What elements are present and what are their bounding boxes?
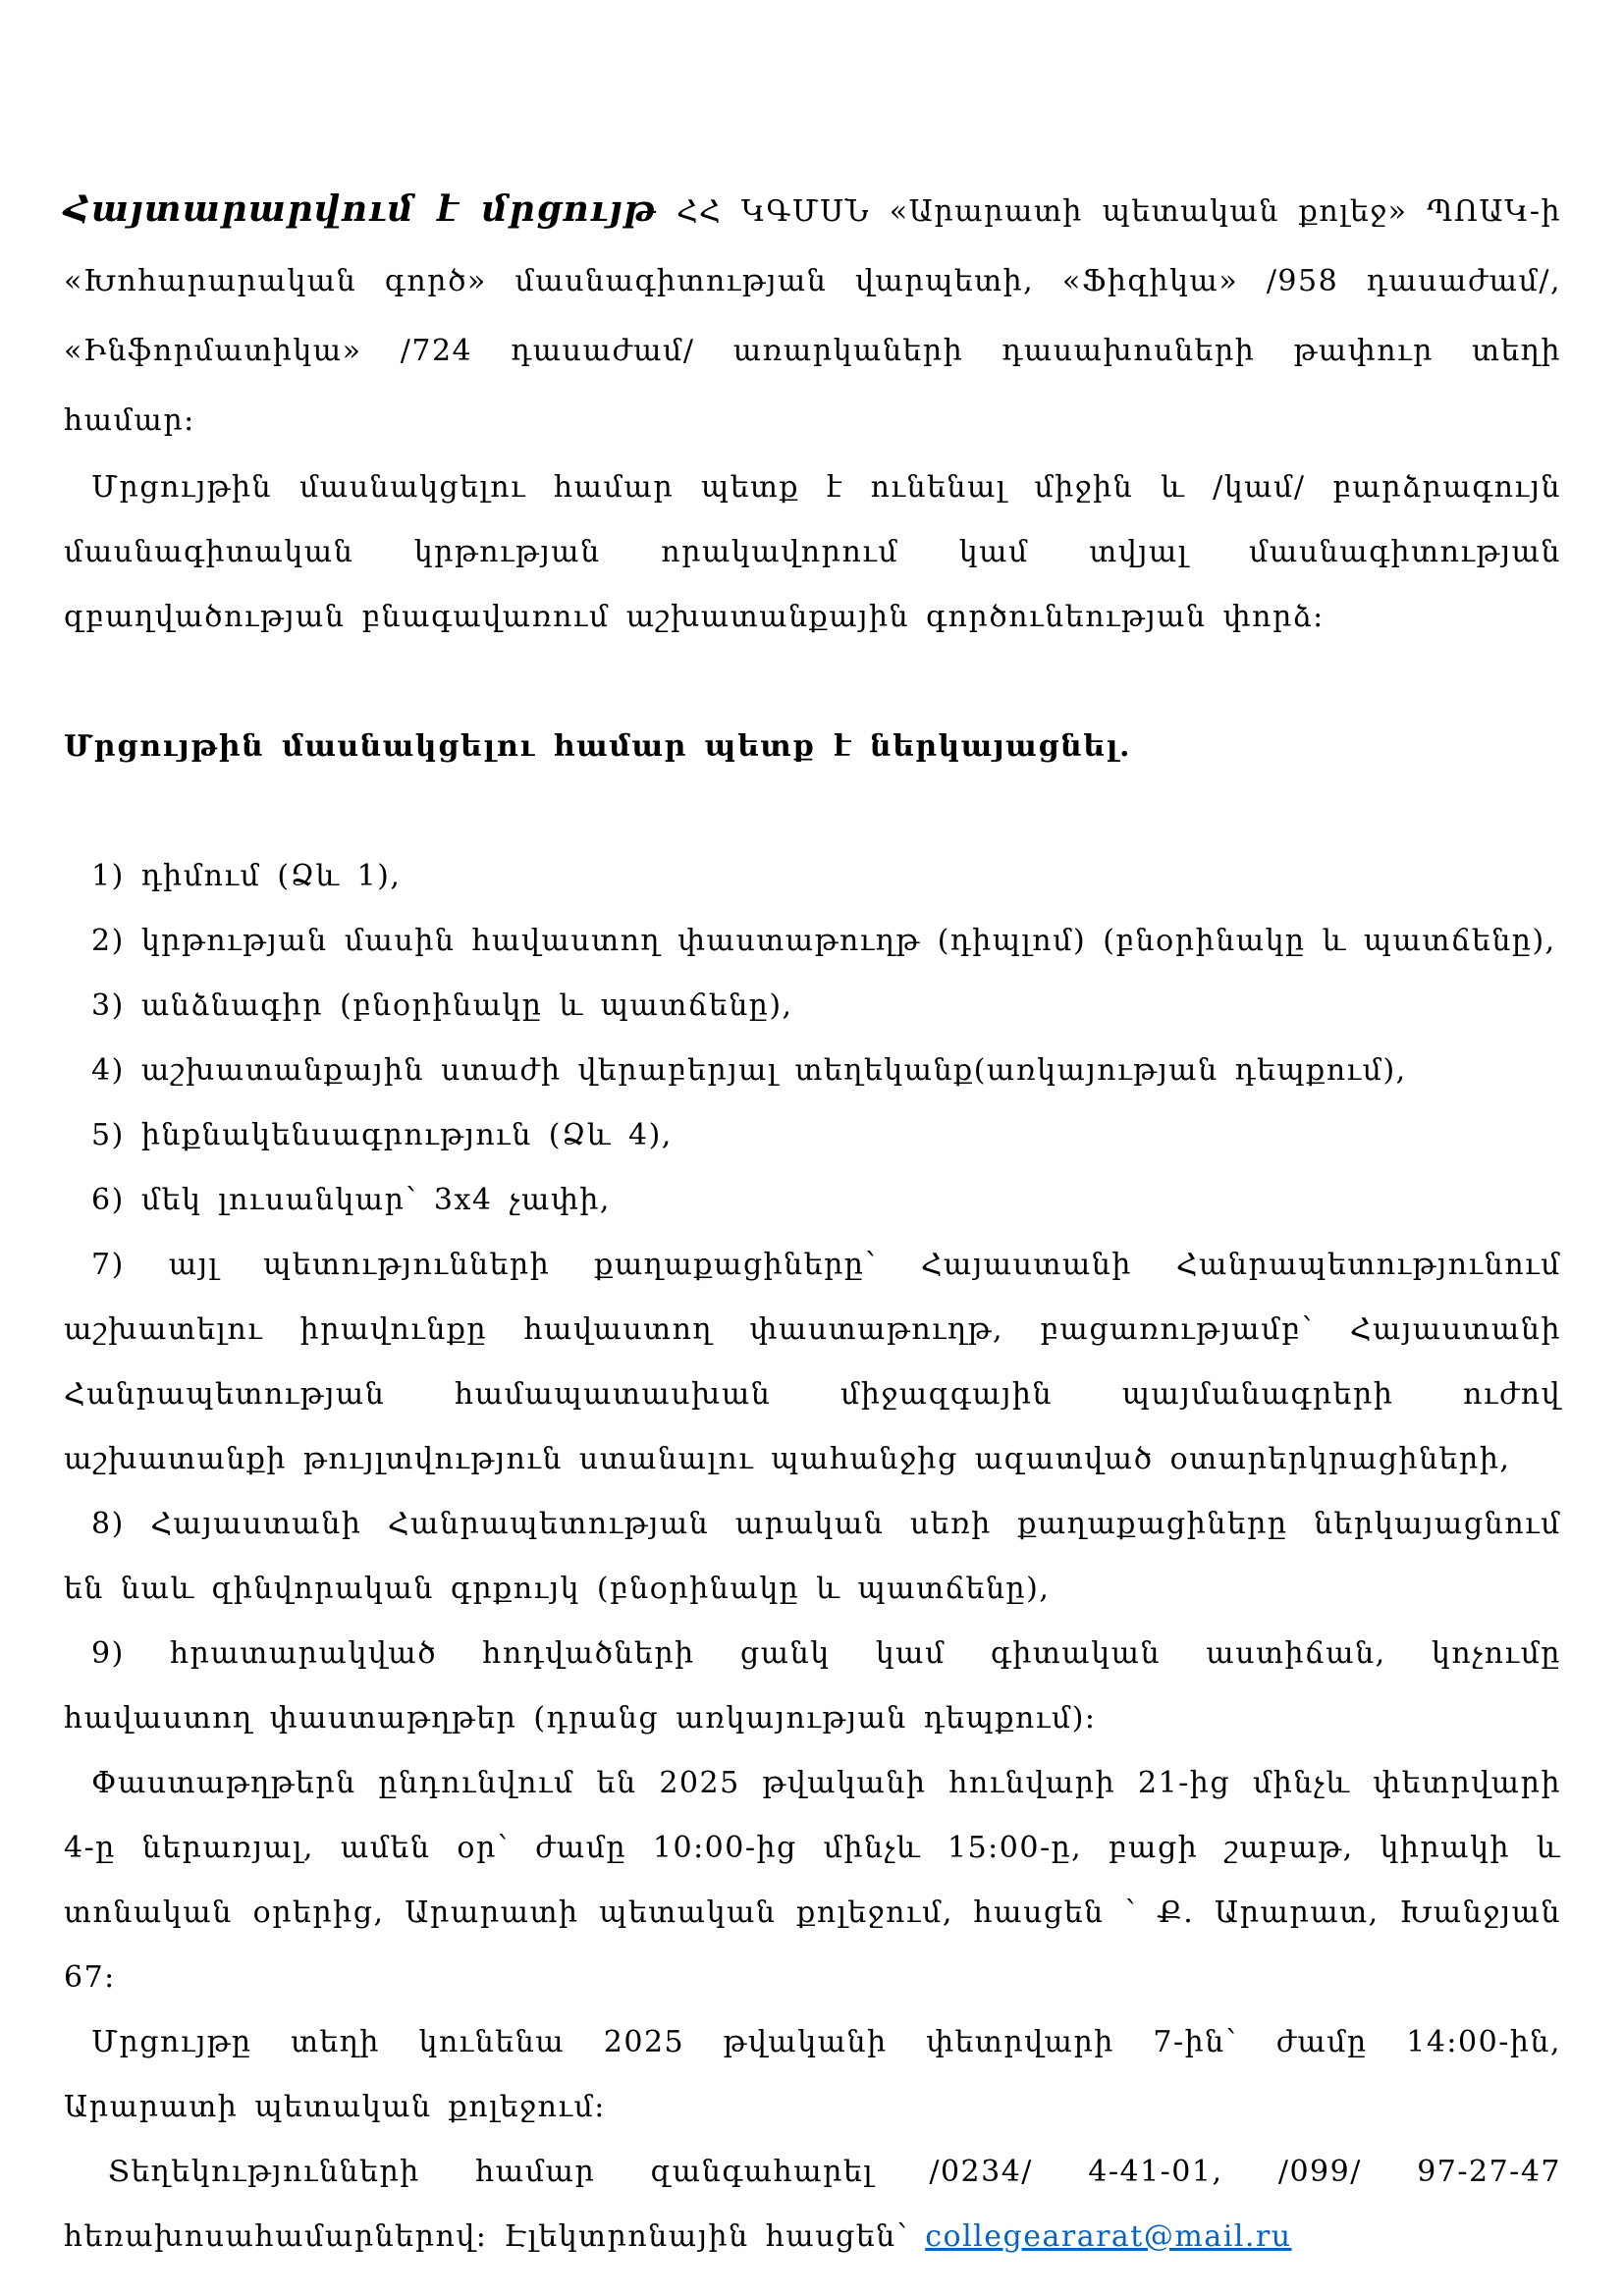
contact-text: Տեղեկությունների համար զանգահարել /0234/ 4-41-01, /099/ 97-27-47 հեռախոսահամարներով: Էլեկտրոնային հասցեն՝ bbox=[64, 2155, 1561, 2254]
contact-paragraph bbox=[64, 2140, 1561, 2269]
requirement-item: 6) մեկ լուսանկար՝ 3x4 չափի, bbox=[91, 1183, 611, 1217]
requirements-heading: Մրցույթին մասնակցելու համար պետք է ներկայացնել. bbox=[64, 729, 1131, 764]
contest-date-paragraph: Մրցույթը տեղի կունենա 2025 թվականի փետրվարի 7-ին՝ ժամը 14:00-ին, Արարատի պետական քոլեջում: bbox=[64, 2025, 1561, 2124]
requirement-item: 8) Հայաստանի Հանրապետության արական սեռի քաղաքացիները ներկայացնում են նաև զինվորական գրքույկ (բնօրինակը և պատճենը), bbox=[64, 1507, 1561, 1606]
requirement-item: 7) այլ պետությունների քաղաքացիները՝ Հայաստանի Հանրապետությունում աշխատելու իրավունքը հավաստող փաստաթուղթ, բացառությամբ՝ Հայաստանի Հանրապետության համապատասխան միջազգային պայմանագրերի ուժով աշխատանքի թույլտվություն ստանալու պահանջից ազատված օտարերկրացիների, bbox=[64, 1248, 1561, 1476]
requirement-item: 2) կրթության մասին հավաստող փաստաթուղթ (դիպլոմ) (բնօրինակը և պատճենը), bbox=[91, 924, 1556, 958]
eligibility-paragraph: Մրցույթին մասնակցելու համար պետք է ունենալ միջին և /կամ/ բարձրագույն մասնագիտական կրթության որակավորում կամ տվյալ մասնագիտության զբաղվածության բնագավառում աշխատանքային գործունեության փորձ: bbox=[64, 470, 1561, 634]
email-link[interactable]: collegeararat@mail.ru bbox=[925, 2219, 1292, 2254]
document-page bbox=[64, 175, 1561, 2269]
requirement-item: 3) անձնագիր (բնօրինակը և պատճենը), bbox=[91, 988, 793, 1023]
requirement-item: 5) ինքնակենսագրություն (Ձև 4), bbox=[91, 1118, 673, 1152]
announcement-paragraph bbox=[64, 175, 1561, 455]
requirement-item: 9) հրատարակված հոդվածների ցանկ կամ գիտական աստիճան, կոչումը հավաստող փաստաթղթեր (դրանց առկայության դեպքում): bbox=[64, 1636, 1561, 1735]
announcement-title-rest: ՀՀ ԿԳՄՍՆ «Արարատի պետական քոլեջ» ՊՈԱԿ-ի «Խոհարարական գործ» մասնագիտության վարպետի, «Ֆիզիկա» /958 դասաժամ/, «Ինֆորմատիկա» /724 դասաժամ/ առարկաների դասախոսների թափուր տեղի համար: bbox=[64, 194, 1561, 438]
announcement-title-emphasis: Հայտարարվում է մրցույթ bbox=[64, 188, 658, 230]
requirement-item: 1) դիմում (Ձև 1), bbox=[91, 859, 402, 893]
requirement-item: 4) աշխատանքային ստաժի վերաբերյալ տեղեկանք(առկայության դեպքում), bbox=[91, 1053, 1407, 1088]
submission-period-paragraph: Փաստաթղթերն ընդունվում են 2025 թվականի հունվարի 21-ից մինչև փետրվարի 4-ը ներառյալ, ամեն օր՝ ժամը 10:00-ից մինչև 15:00-ը, բացի շաբաթ, կիրակի և տոնական օրերից, Արարատի պետական քոլեջում, հասցեն ՝ Ք. Արարատ, Խանջյան 67: bbox=[64, 1766, 1561, 1995]
requirements-list bbox=[64, 844, 1561, 1751]
